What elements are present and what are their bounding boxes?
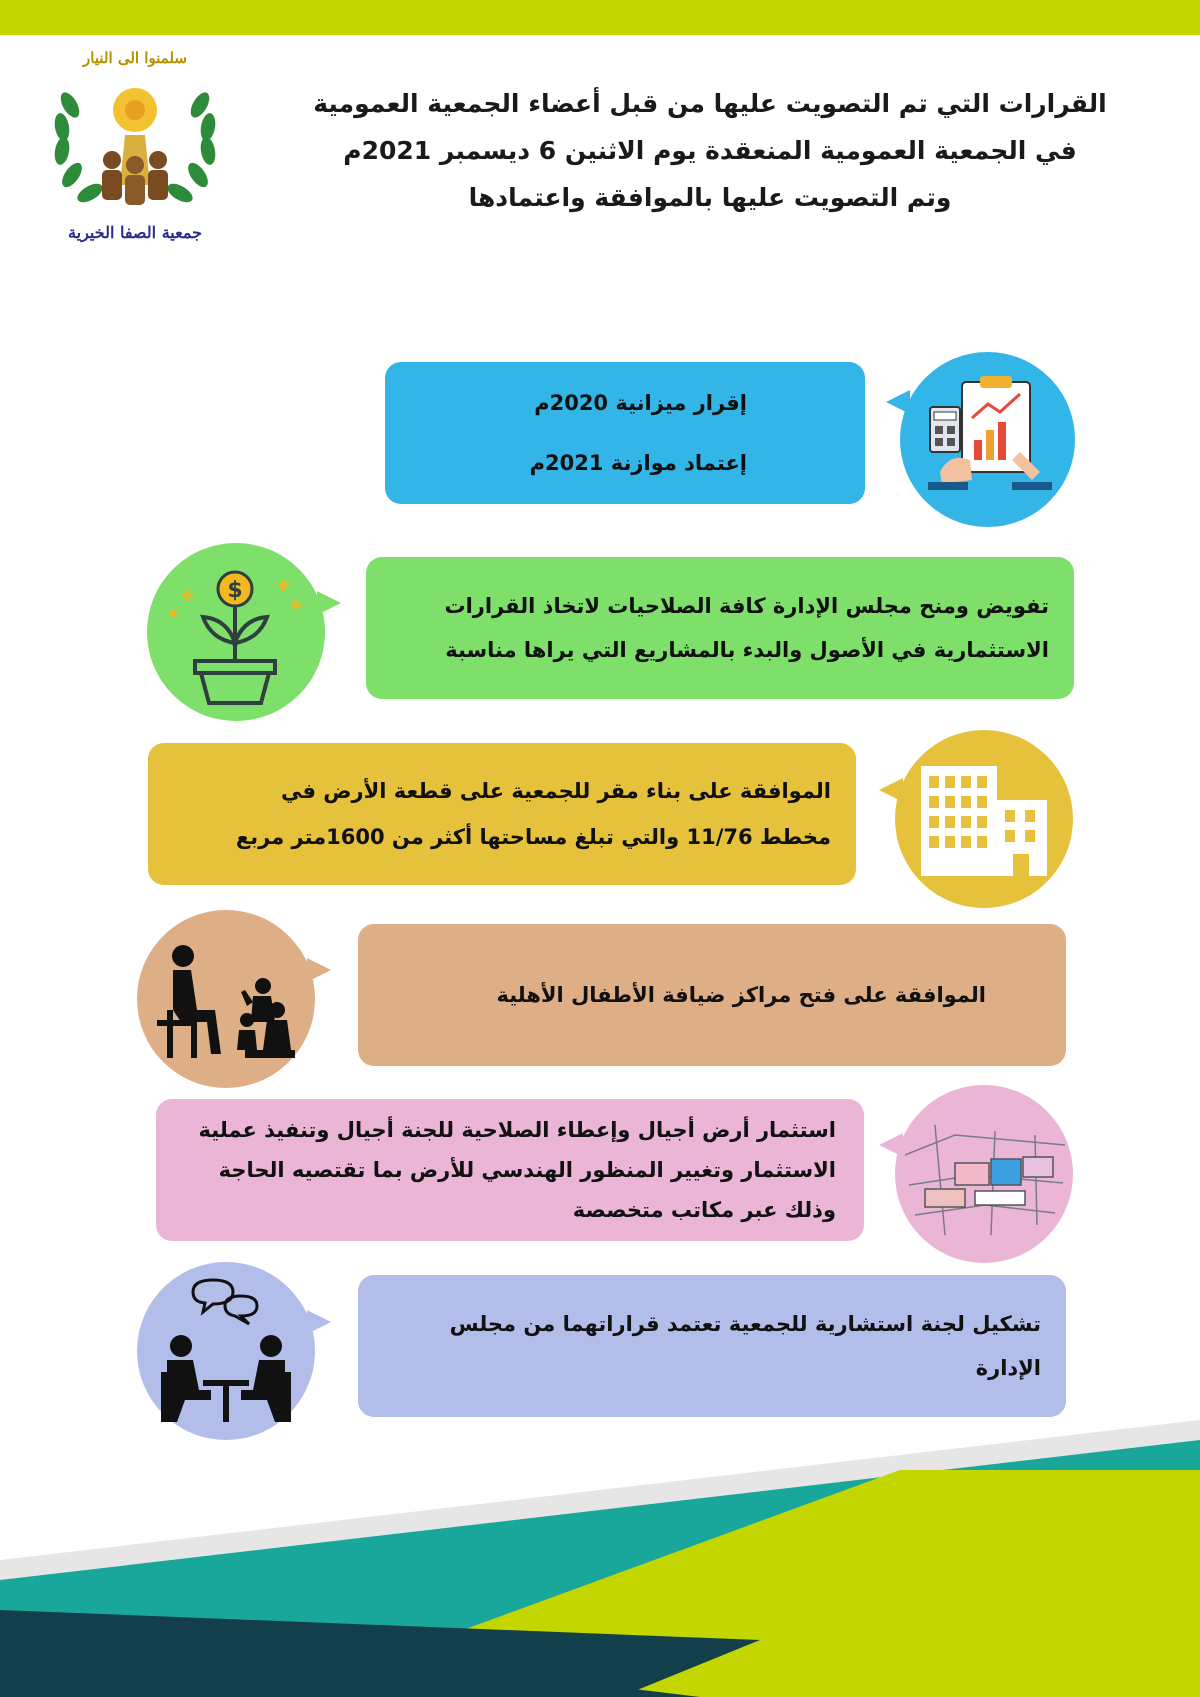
title-line-1: القرارات التي تم التصويت عليها من قبل أعضاء الجمعية العمومية	[313, 89, 1107, 118]
logo-bottom-text: جمعية الصفا الخيرية	[68, 223, 202, 242]
decision-5-line-3: وذلك عبر مكاتب متخصصة	[572, 1198, 836, 1222]
teacher-children-icon	[137, 910, 315, 1088]
title-line-2: في الجمعية العمومية المنعقدة يوم الاثنين 6 ديسمبر 2021م	[343, 136, 1077, 165]
decision-5-line-1: استثمار أرض أجيال وإعطاء الصلاحية للجنة أجيال وتنفيذ عملية	[198, 1118, 836, 1142]
wreath-emblem-icon	[40, 65, 230, 225]
decision-6-line-2: الإدارة	[975, 1356, 1041, 1380]
svg-text:$: $	[227, 578, 243, 603]
decision-4-line-1: الموافقة على فتح مراكز ضيافة الأطفال الأهلية	[496, 983, 986, 1007]
site-map-icon	[895, 1085, 1073, 1263]
decision-box-2	[366, 557, 1074, 699]
decision-1-icon-circle	[900, 352, 1075, 527]
meeting-people-icon	[137, 1262, 315, 1440]
decision-2-line-2: الاستثمارية في الأصول والبدء بالمشاريع التي يراها مناسبة	[445, 638, 1049, 662]
decision-4-icon-circle	[137, 910, 315, 1088]
decision-6-icon-circle	[137, 1262, 315, 1440]
money-plant-icon	[147, 543, 325, 721]
building-icon	[895, 730, 1073, 908]
budget-chart-icon	[900, 352, 1075, 527]
decision-5-line-2: الاستثمار وتغيير المنظور الهندسي للأرض بما تقتصيه الحاجة	[218, 1158, 836, 1182]
decision-box-1	[385, 362, 865, 504]
decision-2-icon-circle	[147, 543, 325, 721]
title-line-3: وتم التصويت عليها بالموافقة واعتمادها	[468, 183, 952, 212]
decision-6-line-1: تشكيل لجنة استشارية للجمعية تعتمد قراراتهما من مجلس	[449, 1312, 1041, 1336]
page-title	[280, 80, 1140, 221]
decision-box-6	[358, 1275, 1066, 1417]
decision-box-4	[358, 924, 1066, 1066]
decision-box-5	[156, 1099, 864, 1241]
top-bar	[0, 0, 1200, 35]
logo	[40, 45, 230, 255]
decision-box-3	[148, 743, 856, 885]
decision-3-line-2: مخطط 11/76 والتي تبلغ مساحتها أكثر من 1600متر مربع	[235, 825, 831, 849]
decision-1-line-2: إعتماد موازنة 2021م	[529, 451, 747, 475]
decision-5-icon-circle	[895, 1085, 1073, 1263]
logo-top-text: سلمنوا الى النيار	[83, 49, 187, 67]
decision-1-line-1: إقرار ميزانية 2020م	[534, 391, 747, 415]
decision-3-icon-circle	[895, 730, 1073, 908]
decision-3-line-1: الموافقة على بناء مقر للجمعية على قطعة الأرض في	[281, 779, 831, 803]
decision-2-line-1: تفويض ومنح مجلس الإدارة كافة الصلاحيات لاتخاذ القرارات	[444, 594, 1049, 618]
